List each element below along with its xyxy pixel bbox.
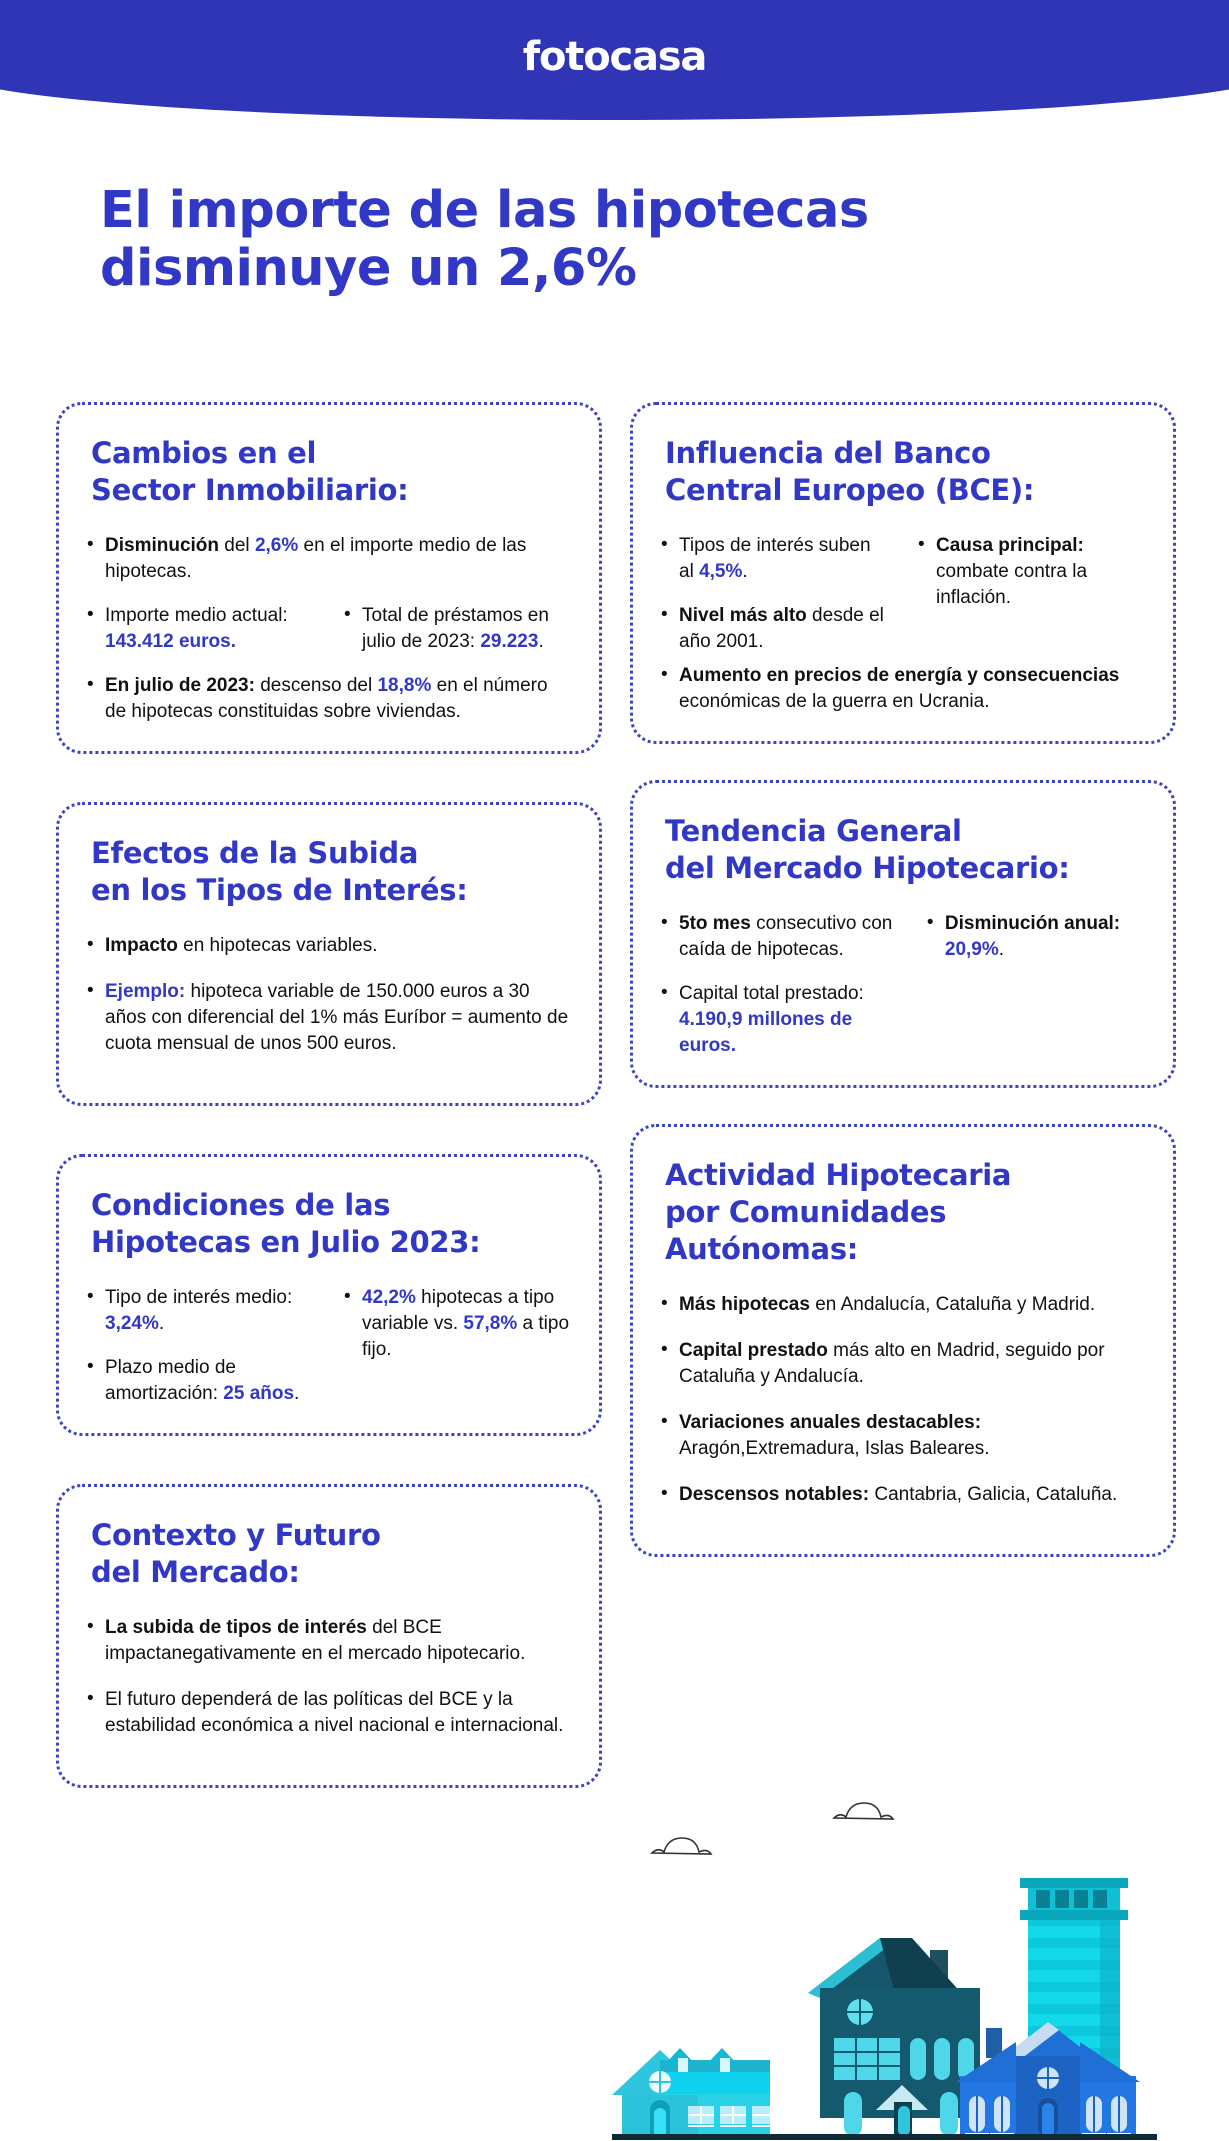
bullet-text: del BCE impactanegativamente en el mercado hipotecario.	[105, 1617, 526, 1664]
bullet-two-column-group	[659, 911, 1147, 1059]
column-left	[85, 603, 316, 655]
list-item	[85, 979, 573, 1057]
bullet-list-tendencia-right	[925, 911, 1147, 963]
bullet-strong: Causa principal:	[936, 535, 1084, 556]
list-item	[659, 1482, 1147, 1508]
card-condiciones-hipotecas	[56, 1154, 602, 1436]
list-item	[659, 663, 1147, 715]
cloud-icon	[834, 1803, 893, 1819]
bullet-text: Capital total prestado:	[679, 983, 864, 1004]
heading-line-1: Cambios en el	[91, 436, 317, 470]
bullet-text: descenso del	[254, 675, 378, 696]
bullet-text: Importe medio actual:	[105, 605, 288, 626]
bullet-list-cambios-sector	[85, 533, 573, 585]
bullet-strong: Disminución	[105, 535, 220, 556]
center-house	[808, 1938, 980, 2140]
bullet-text: Tipo de interés medio:	[105, 1287, 293, 1308]
heading-line-1: Contexto y Futuro	[91, 1518, 381, 1552]
column-right	[925, 911, 1147, 1059]
heading-line-2: del Mercado:	[91, 1555, 300, 1589]
left-column	[56, 402, 602, 1820]
bullet-text: en Andalucía, Cataluña y Madrid.	[809, 1294, 1096, 1315]
bullet-text: El futuro dependerá de las políticas del BCE y la estabilidad económica a nivel nacional e internacional.	[105, 1689, 564, 1736]
bullet-value: 29.223	[480, 631, 539, 652]
bullet-list-julio	[85, 673, 573, 725]
list-item	[85, 673, 573, 725]
heading-line-2: Sector Inmobiliario:	[91, 473, 409, 507]
bullet-text: más alto en Madrid, seguido por Cataluña y Andalucía.	[679, 1340, 1105, 1387]
heading-line-2: Central Europeo (BCE):	[665, 473, 1035, 507]
column-right	[342, 1285, 573, 1407]
bullet-value: 18,8%	[377, 675, 432, 696]
heading-line-1: Tendencia General	[665, 814, 962, 848]
bullet-text: en el importe medio de las hipotecas.	[105, 535, 527, 582]
card-heading-bce	[665, 435, 1147, 509]
bullet-text: en hipotecas variables.	[177, 935, 378, 956]
bullet-list-condiciones-left	[85, 1285, 316, 1407]
list-item	[659, 533, 890, 585]
heading-line-2: Hipotecas en Julio 2023:	[91, 1225, 481, 1259]
bullet-list-tendencia-left	[659, 911, 899, 1059]
left-house	[612, 2048, 770, 2136]
card-actividad-comunidades	[630, 1124, 1176, 1557]
bullet-two-column-group	[85, 603, 573, 655]
fotocasa-logo: fotocasa	[522, 34, 707, 80]
bullet-value: 4,5%	[699, 561, 743, 582]
bullet-text: del	[219, 535, 255, 556]
bullet-strong: Descensos notables:	[679, 1484, 870, 1505]
card-contexto-futuro-mercado	[56, 1484, 602, 1788]
bullet-text: .	[158, 1313, 165, 1334]
card-heading-efectos	[91, 835, 573, 909]
bullet-strong: Nivel más alto	[679, 605, 807, 626]
page-title: El importe de las hipotecas disminuye un 2,6%	[100, 181, 869, 298]
bullet-text: en el número de hipotecas constituidas sobre viviendas.	[105, 675, 548, 722]
bullet-text: .	[538, 631, 544, 652]
card-heading-cambios-sector	[91, 435, 573, 509]
list-item	[85, 1285, 316, 1337]
city-houses-illustration	[612, 1790, 1229, 2141]
card-cambios-sector-inmobiliario	[56, 402, 602, 754]
list-item	[925, 911, 1147, 963]
bullet-strong: La subida de tipos de interés	[105, 1617, 367, 1638]
bullet-list-prestamos	[342, 603, 573, 655]
bullet-text: a tipo fijo.	[362, 1313, 570, 1360]
bullet-list-bce-right	[916, 533, 1147, 611]
list-item	[659, 603, 890, 655]
card-heading-tendencia	[665, 813, 1147, 887]
bullet-strong: Más hipotecas	[679, 1294, 810, 1315]
list-item	[659, 1292, 1147, 1318]
card-efectos-subida-tipos	[56, 802, 602, 1106]
bullet-value: 3,24%	[105, 1313, 159, 1334]
bullet-text: Aragón,Extremadura, Islas Baleares.	[679, 1438, 990, 1459]
bullet-value: Ejemplo:	[105, 981, 186, 1002]
heading-line-2: del Mercado Hipotecario:	[665, 851, 1070, 885]
column-right	[916, 533, 1147, 655]
list-item	[659, 1338, 1147, 1390]
bullet-text: desde el año 2001.	[679, 605, 884, 652]
heading-line-1: Efectos de la Subida	[91, 836, 419, 870]
heading-line-1: Actividad Hipotecaria	[665, 1158, 1012, 1192]
bullet-text: Cantabria, Galicia, Cataluña.	[869, 1484, 1118, 1505]
cloud-icon	[652, 1838, 711, 1854]
bullet-value-secondary: 57,8%	[463, 1313, 518, 1334]
heading-line-2: por Comunidades	[665, 1195, 947, 1229]
list-item	[85, 933, 573, 959]
bullet-text: .	[294, 1383, 300, 1404]
bullet-list-importe	[85, 603, 316, 655]
list-item	[85, 1355, 316, 1407]
bullet-text: .	[742, 561, 748, 582]
heading-line-3: Autónomas:	[665, 1232, 859, 1266]
bullet-two-column-group	[85, 1285, 573, 1407]
bullet-strong: Disminución anual:	[944, 913, 1121, 934]
bullet-strong: Variaciones anuales destacables:	[679, 1412, 982, 1433]
bullet-value: 25 años	[223, 1383, 295, 1404]
card-tendencia-general	[630, 780, 1176, 1088]
bullet-value: 143.412 euros.	[105, 631, 236, 652]
list-item	[85, 603, 316, 655]
bullet-strong: 5to mes	[679, 913, 751, 934]
column-left	[659, 911, 899, 1059]
heading-line-1: Influencia del Banco	[665, 436, 991, 470]
bullet-text: Total de préstamos en julio de 2023:	[362, 605, 549, 652]
bullet-value: 42,2%	[362, 1287, 416, 1308]
card-heading-comunidades	[665, 1157, 1147, 1268]
bullet-text: hipotecas a tipo variable vs.	[362, 1287, 555, 1334]
bullet-strong: En julio de 2023:	[105, 675, 255, 696]
bullet-list-comunidades	[659, 1292, 1147, 1508]
bullet-text: Tipos de interés suben al	[679, 535, 871, 582]
list-item	[85, 1615, 573, 1667]
bullet-list-efectos	[85, 933, 573, 1057]
card-heading-contexto	[91, 1517, 573, 1591]
bullet-value: 2,6%	[254, 535, 299, 556]
bullet-strong: Impacto	[105, 935, 178, 956]
column-left	[659, 533, 890, 655]
list-item	[342, 1285, 573, 1363]
right-column	[630, 402, 1176, 1589]
bullet-two-column-group	[659, 533, 1147, 655]
column-left	[85, 1285, 316, 1407]
bullet-text: combate contra la inflación.	[936, 561, 1088, 608]
bullet-list-bce-energia	[659, 663, 1147, 715]
bullet-text: consecutivo con caída de hipotecas.	[679, 913, 893, 960]
list-item	[342, 603, 573, 655]
list-item	[85, 1687, 573, 1739]
bullet-list-condiciones-right	[342, 1285, 573, 1363]
heading-line-1: Condiciones de las	[91, 1188, 391, 1222]
bullet-strong: Capital prestado	[679, 1340, 828, 1361]
card-heading-condiciones	[91, 1187, 573, 1261]
heading-line-2: en los Tipos de Interés:	[91, 873, 468, 907]
column-right	[342, 603, 573, 655]
list-item	[659, 981, 899, 1059]
bullet-value: 4.190,9 millones de euros.	[679, 1009, 853, 1056]
bullet-text: hipoteca variable de 150.000 euros a 30 años con diferencial del 1% más Euríbor = aumento de cuota mensual de unos 500 euros.	[105, 981, 569, 1054]
list-item	[916, 533, 1147, 611]
bullet-strong: Aumento en precios de energía y consecuencias	[679, 665, 1120, 686]
bullet-text: Plazo medio de amortización:	[105, 1357, 236, 1404]
bullet-list-bce-left	[659, 533, 890, 655]
bullet-text: .	[998, 939, 1005, 960]
bullet-list-contexto	[85, 1615, 573, 1739]
bullet-text: económicas de la guerra en Ucrania.	[679, 691, 990, 712]
card-influencia-bce	[630, 402, 1176, 744]
list-item	[85, 533, 573, 585]
list-item	[659, 911, 899, 963]
bullet-value: 20,9%	[944, 939, 999, 960]
list-item	[659, 1410, 1147, 1462]
ground-line	[612, 2134, 1157, 2140]
